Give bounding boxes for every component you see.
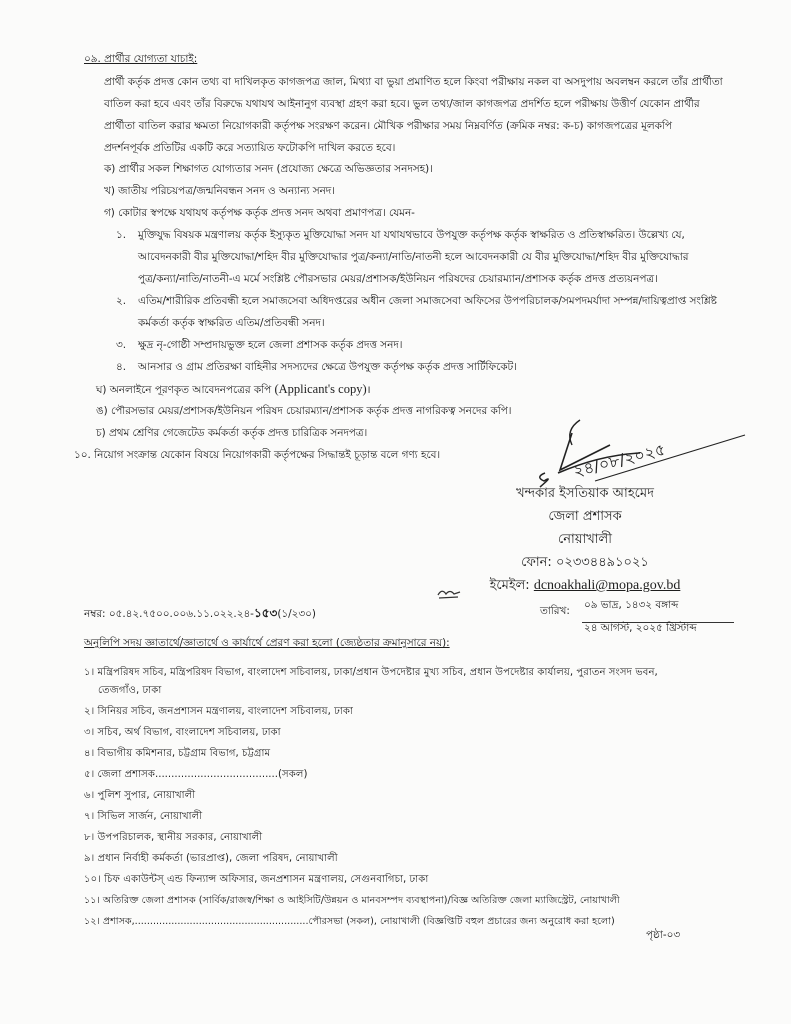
section-9-paragraph-line: প্রার্থীতা বাতিল করার ক্ষমতা নিয়োগকারী কর্তৃপক্ষ সংরক্ষণ করেন। মৌখিক পরীক্ষার সময় নিম্নবর্ণিত (ক্রমিক নম্বর: ক-চ) কাগজপত্রের মূলকপি: [104, 120, 672, 132]
cc-item: ৩। সচিব, অর্থ বিভাগ, বাংলাদেশ সচিবালয়, ঢাকা: [84, 727, 281, 738]
cc-item: ১১। অতিরিক্ত জেলা প্রশাসক (সার্বিক/রাজস্ব/শিক্ষা ও আইসিটি/উন্নয়ন ও মানবসম্পদ ব্যবস্থাপনা)/বিজ্ঞ অতিরিক্ত জেলা ম্যাজিস্ট্রেট, নোয়াখালী: [84, 895, 620, 906]
cc-item: ৫। জেলা প্রশাসক......................................(সকল): [84, 769, 308, 780]
sub-item-1-line: মুক্তিযুদ্ধ বিষয়ক মন্ত্রণালয় কর্তৃক ইস্যুকৃত মুক্তিযোদ্ধা সনদ যা যথাযথভাবে উপযুক্ত কর্তৃপক্ষ কর্তৃক স্বাক্ষরিত ও প্রতিস্বাক্ষরিত। উল্লেখ্য যে,: [138, 229, 685, 241]
cc-heading: অনুলিপি সদয় জ্ঞাতার্থে/জ্ঞাতার্থে ও কার্যার্থে প্রেরণ করা হলো (জ্যেষ্ঠতার ক্রমানুসারে নয়):: [84, 637, 450, 649]
memo-number-handwritten: ১৫৩: [253, 606, 278, 620]
cc-item: তেজগাঁও, ঢাকা: [98, 685, 162, 696]
sub-item-2-line: কর্মকর্তা কর্তৃক স্বাক্ষরিত এতিম/প্রতিবন্ধী সনদ।: [138, 317, 325, 329]
cc-item: ৮। উপপরিচালক, স্থানীয় সরকার, নোয়াখালী: [84, 832, 263, 843]
phone-number: ০২৩৩৪৪৯১০২১: [555, 555, 649, 570]
section-9-paragraph-line: বাতিল করা হবে এবং তাঁর বিরুদ্ধে যথাযথ আইনানুগ ব্যবস্থা গ্রহণ করা হবে। ভুল তথ্য/জাল কাগজপত্র প্রদর্শিত হলে পরীক্ষায় উত্তীর্ণ যেকোন প্রার্থীর: [104, 98, 700, 110]
date-bangla: ০৯ ভাদ্র, ১৪৩২ বঙ্গাব্দ: [584, 599, 679, 611]
date-label: তারিখ:: [540, 605, 570, 617]
sub-item-4-number: ৪.: [116, 361, 127, 373]
section-9-heading: [84, 50, 197, 68]
phone-label: ফোন:: [521, 555, 556, 570]
memo-number-value: ০৫.৪২.৭৫০০.০০৬.১১.০২২.২৪-: [108, 608, 254, 620]
cc-item: ৭। সিভিল সার্জন, নোয়াখালী: [84, 811, 203, 822]
initial-mark-icon: [436, 586, 462, 600]
item-gha: [96, 380, 371, 399]
handwritten-signature-icon: [520, 415, 750, 490]
section-9-paragraph-line: প্রার্থী কর্তৃক প্রদত্ত কোন তথ্য বা দাখিলকৃত কাগজপত্র জাল, মিথ্যা বা ভুয়া প্রমাণিত হলে কিংবা পরীক্ষায় নকল বা অসদুপায় অবলম্বন করলে তাঁর প্রার্থীতা: [104, 76, 723, 88]
signatory-phone: [460, 551, 710, 574]
page-number: পৃষ্ঠা-০৩: [646, 929, 681, 941]
section-10: ১০. নিয়োগ সংক্রান্ত যেকোন বিষয়ে নিয়োগকারী কর্তৃপক্ষের সিদ্ধান্তই চূড়ান্ত বলে গণ্য হবে।: [74, 449, 441, 461]
cc-item: ৬। পুলিশ সুপার, নোয়াখালী: [84, 790, 196, 801]
cc-item: ১। মন্ত্রিপরিষদ সচিব, মন্ত্রিপরিষদ বিভাগ, বাংলাদেশ সচিবালয়, ঢাকা/প্রধান উপদেষ্টার মুখ্য সচিব, প্রধান উপদেষ্টার কার্যালয়, পুরাতন সংসদ ভবন,: [84, 667, 658, 678]
cc-item: ৪। বিভাগীয় কমিশনার, চট্টগ্রাম বিভাগ, চট্টগ্রাম: [84, 748, 271, 759]
item-ga: গ) কোটার স্বপক্ষে যথাযথ কর্তৃপক্ষ কর্তৃক প্রদত্ত সনদ অথবা প্রমাণপত্র। যেমন-: [104, 207, 415, 219]
sub-item-1-number: ১.: [116, 229, 127, 241]
memo-number-label: নম্বর:: [84, 608, 109, 620]
sub-item-3-number: ৩.: [116, 339, 127, 351]
item-uma: ঙ) পৌরসভার মেয়র/প্রশাসক/ইউনিয়ন পরিষদ চেয়ারম্যান/প্রশাসক কর্তৃক প্রদত্ত নাগরিকত্ব সনদের কপি।: [96, 405, 512, 417]
sub-item-2-line: এতিম/শারীরিক প্রতিবন্ধী হলে সমাজসেবা অধিদপ্তরের অধীন জেলা সমাজসেবা অফিসের উপপরিচালক/সমপদমর্যাদা সম্পন্ন/দায়িত্বপ্রাপ্ত সংশ্লিষ্ট: [138, 295, 717, 307]
section-9-paragraph-line: প্রদর্শনপূর্বক প্রতিটির একটি করে সত্যায়িত ফটোকপি দাখিল করতে হবে।: [104, 142, 396, 154]
signatory-block: [460, 482, 710, 597]
signatory-email: [460, 574, 710, 597]
item-cha: চ) প্রথম শ্রেণির গেজেটেড কর্মকর্তা কর্তৃক প্রদত্ত চারিত্রিক সনদপত্র।: [96, 427, 368, 439]
sub-item-1-line: আবেদনকারী বীর মুক্তিযোদ্ধা/শহিদ বীর মুক্তিযোদ্ধার পুত্র/কন্যা/নাতি/নাতনী হলে আবেদনকারী যে বীর মুক্তিযোদ্ধা/শহিদ বীর মুক্তিযোদ্ধার: [138, 251, 689, 263]
signatory-district: নোয়াখালী: [558, 532, 612, 547]
cc-item: ১২। প্রশাসক,.........................................................পৌরসভা (সকল), নোয়াখালী (বিজ্ঞপ্তিটি বহুল প্রচারের জন্য অনুরোধ করা হলো): [84, 916, 615, 927]
sub-item-3: ক্ষুদ্র নৃ-গোষ্ঠী সম্প্রদায়ভুক্ত হলে জেলা প্রশাসক কর্তৃক প্রদত্ত সনদ।: [138, 339, 403, 351]
cc-item: ২। সিনিয়র সচিব, জনপ্রশাসন মন্ত্রণালয়, বাংলাদেশ সচিবালয়, ঢাকা: [84, 706, 353, 717]
memo-number: [84, 604, 316, 623]
section-9-heading-text: ০৯. প্রার্থীর যোগ্যতা যাচাই:: [84, 53, 198, 65]
cc-item: ১০। চিফ একাউন্টস্ এন্ড ফিন্যান্স অফিসার, জনপ্রশাসন মন্ত্রণালয়, সেগুনবাগিচা, ঢাকা: [84, 874, 429, 885]
memo-number-suffix: (১/২৩০): [277, 608, 316, 620]
date-gregorian: ২৪ আগস্ট, ২০২৫ খ্রিস্টাব্দ: [584, 622, 697, 634]
applicant-copy-text: (Applicant's copy): [274, 382, 367, 396]
sub-item-4: আনসার ও গ্রাম প্রতিরক্ষা বাহিনীর সদস্যদের ক্ষেত্রে উপযুক্ত কর্তৃপক্ষ কর্তৃক প্রদত্ত সার্টিফিকেট।: [138, 361, 517, 373]
item-kha: খ) জাতীয় পরিচয়পত্র/জন্মনিবন্ধন সনদ ও অন্যান্য সনদ।: [104, 185, 335, 197]
sub-item-2-number: ২.: [116, 295, 127, 307]
item-gha-suffix: ।: [366, 384, 371, 396]
signatory-designation: জেলা প্রশাসক: [548, 509, 622, 524]
sub-item-1-line: পুত্র/কন্যা/নাতি/নাতনী-এ মর্মে সংশ্লিষ্ট পৌরসভার মেয়র/প্রশাসক/ইউনিয়ন পরিষদের চেয়ারম্যান/প্রশাসক কর্তৃক প্রদত্ত প্রত্যয়নপত্র।: [138, 273, 658, 285]
item-gha-text: ঘ) অনলাইনে পূরণকৃত আবেদনপত্রের কপি: [96, 384, 275, 396]
email-label: ইমেইল:: [489, 578, 534, 593]
signatory-name: খন্দকার ইসতিয়াক আহমেদ: [516, 486, 654, 501]
date-block: [540, 604, 570, 621]
handwritten-date: ২৪/০৮/২০২৫: [571, 439, 668, 481]
item-ka: ক) প্রার্থীর সকল শিক্ষাগত যোগ্যতার সনদ (প্রযোজ্য ক্ষেত্রে অভিজ্ঞতার সনদসহ)।: [104, 163, 433, 175]
email-link[interactable]: dcnoakhali@mopa.gov.bd: [533, 578, 681, 593]
cc-item: ৯। প্রধান নির্বাহী কর্মকর্তা (ভারপ্রাপ্ত), জেলা পরিষদ, নোয়াখালী: [84, 853, 338, 864]
